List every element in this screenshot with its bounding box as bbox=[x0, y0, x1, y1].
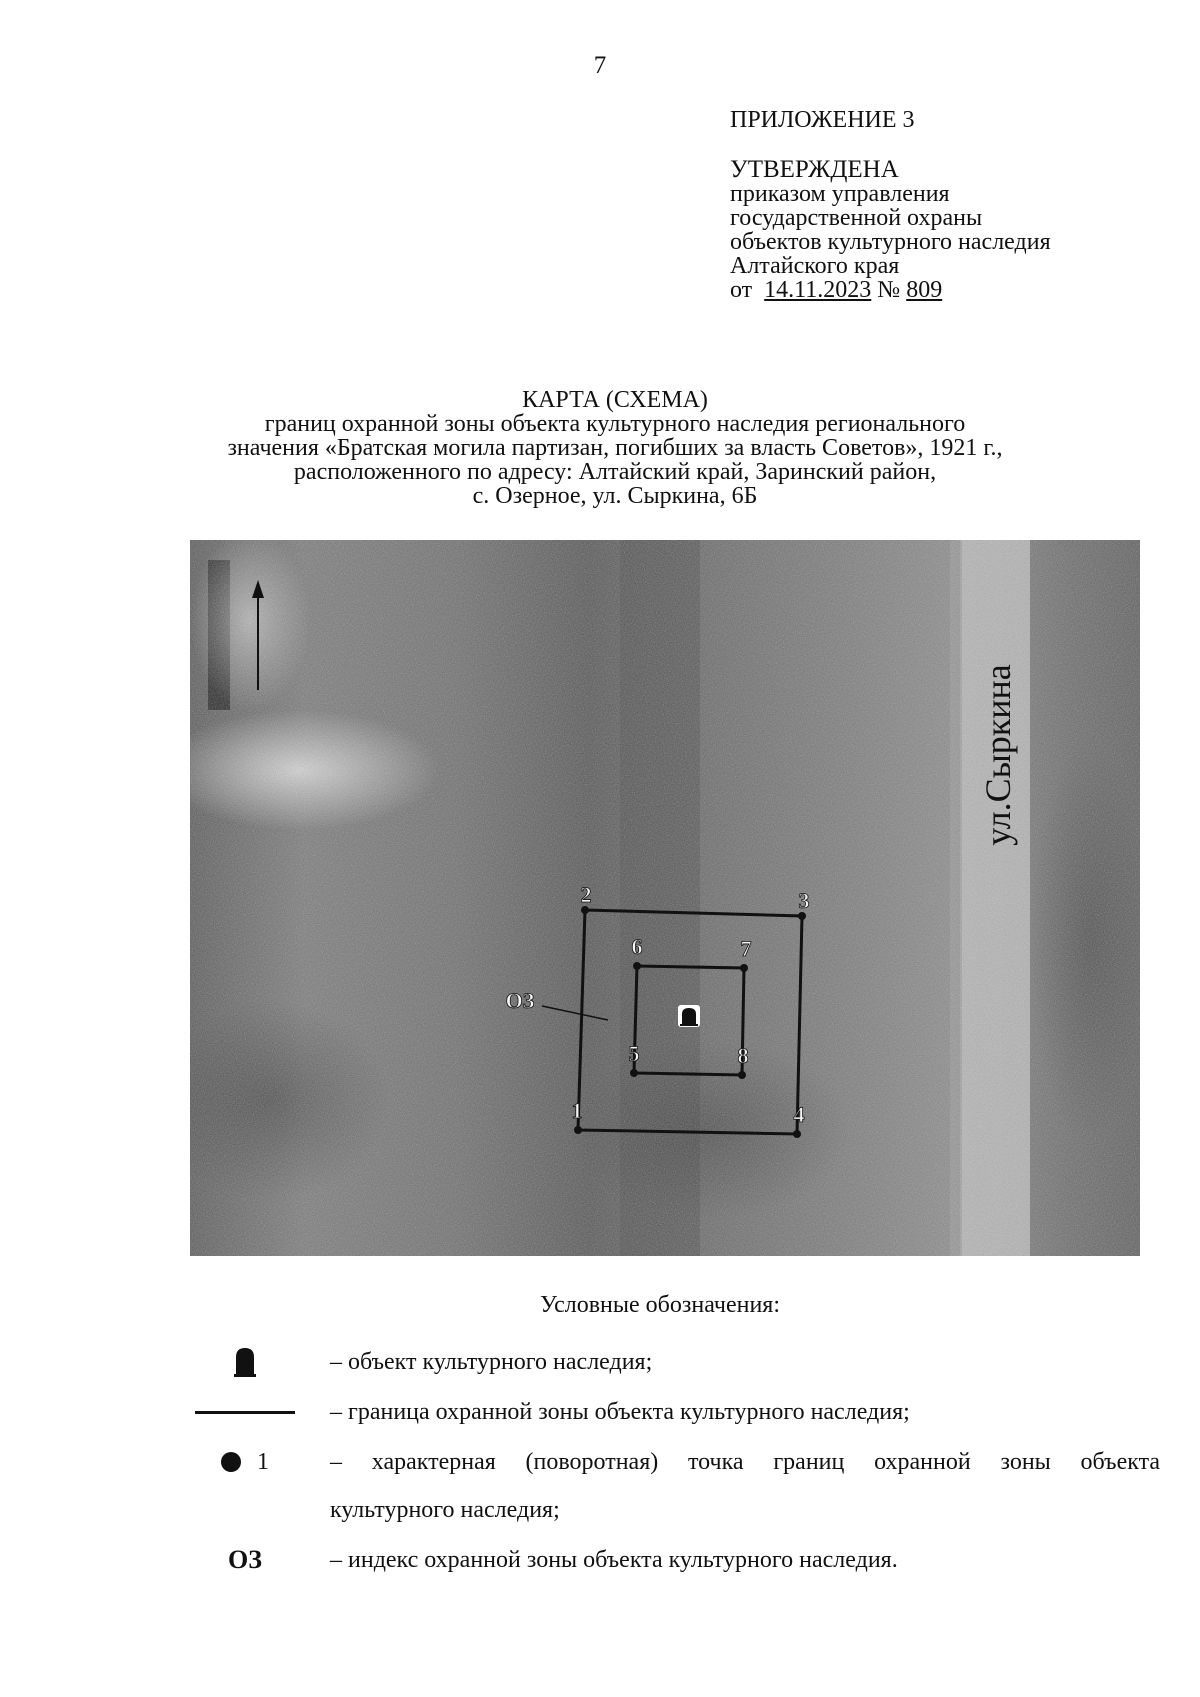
point-marker bbox=[633, 962, 641, 970]
map-grain bbox=[190, 540, 1140, 1256]
map-title-line: границ охранной зоны объекта культурного наследия регионального bbox=[264, 411, 966, 437]
monument-icon bbox=[678, 1005, 700, 1027]
point-label: 8 bbox=[737, 1043, 749, 1068]
legend-text: – индекс охранной зоны объекта культурного наследия. bbox=[330, 1547, 898, 1573]
satellite-map bbox=[190, 540, 1140, 1256]
point-label: 3 bbox=[798, 888, 810, 913]
point-label: 6 bbox=[631, 934, 643, 959]
approval-line: объектов культурного наследия bbox=[730, 229, 1051, 255]
map-title-line: значения «Братская могила партизан, погибших за власть Советов», 1921 г., bbox=[227, 435, 1003, 461]
point-marker bbox=[738, 1071, 746, 1079]
number-sign: № bbox=[877, 277, 901, 303]
zone-index-label: ОЗ bbox=[505, 988, 535, 1013]
point-label: 7 bbox=[740, 936, 752, 961]
approval-line: Алтайского края bbox=[730, 253, 900, 279]
point-label: 2 bbox=[580, 882, 592, 907]
legend-text-continuation: культурного наследия; bbox=[330, 1497, 560, 1523]
point-label: 4 bbox=[793, 1102, 805, 1127]
approval-line: государственной охраны bbox=[730, 205, 983, 231]
point-marker-label: 1 bbox=[257, 1449, 269, 1475]
point-marker bbox=[793, 1130, 801, 1138]
legend-text: – объект культурного наследия; bbox=[330, 1349, 653, 1375]
street-label: ул.Сыркина bbox=[978, 664, 1018, 846]
point-marker bbox=[740, 964, 748, 972]
point-marker bbox=[798, 912, 806, 920]
map-title-block bbox=[140, 388, 1090, 508]
approval-line: приказом управления bbox=[730, 181, 950, 207]
date-prefix: от bbox=[730, 277, 753, 303]
map-title-line: с. Озерное, ул. Сыркина, 6Б bbox=[472, 483, 758, 509]
point-marker bbox=[574, 1126, 582, 1134]
point-marker bbox=[630, 1069, 638, 1077]
appendix-title: ПРИЛОЖЕНИЕ 3 bbox=[730, 107, 915, 133]
map-heading: КАРТА (СХЕМА) bbox=[522, 387, 708, 413]
approval-number: 809 bbox=[906, 277, 943, 303]
legend-text: – характерная (поворотная) точка границ охранной зоны объекта bbox=[330, 1449, 1160, 1475]
point-marker bbox=[581, 906, 589, 914]
boundary-line-icon bbox=[180, 1388, 310, 1436]
approval-date-line bbox=[730, 278, 1170, 302]
page-number: 7 bbox=[593, 52, 607, 79]
point-label: 1 bbox=[571, 1098, 583, 1123]
approved-label: УТВЕРЖДЕНА bbox=[730, 156, 899, 183]
monument-icon bbox=[180, 1338, 310, 1386]
point-marker-icon bbox=[180, 1438, 310, 1486]
appendix-block bbox=[730, 108, 1170, 302]
map-title-line: расположенного по адресу: Алтайский край, Заринский район, bbox=[293, 459, 937, 485]
approval-date: 14.11.2023 bbox=[764, 277, 872, 303]
point-label: 5 bbox=[628, 1041, 640, 1066]
zone-index-symbol: ОЗ bbox=[228, 1545, 262, 1574]
legend-text: – граница охранной зоны объекта культурного наследия; bbox=[330, 1399, 910, 1425]
legend-heading: Условные обозначения: bbox=[539, 1292, 781, 1318]
